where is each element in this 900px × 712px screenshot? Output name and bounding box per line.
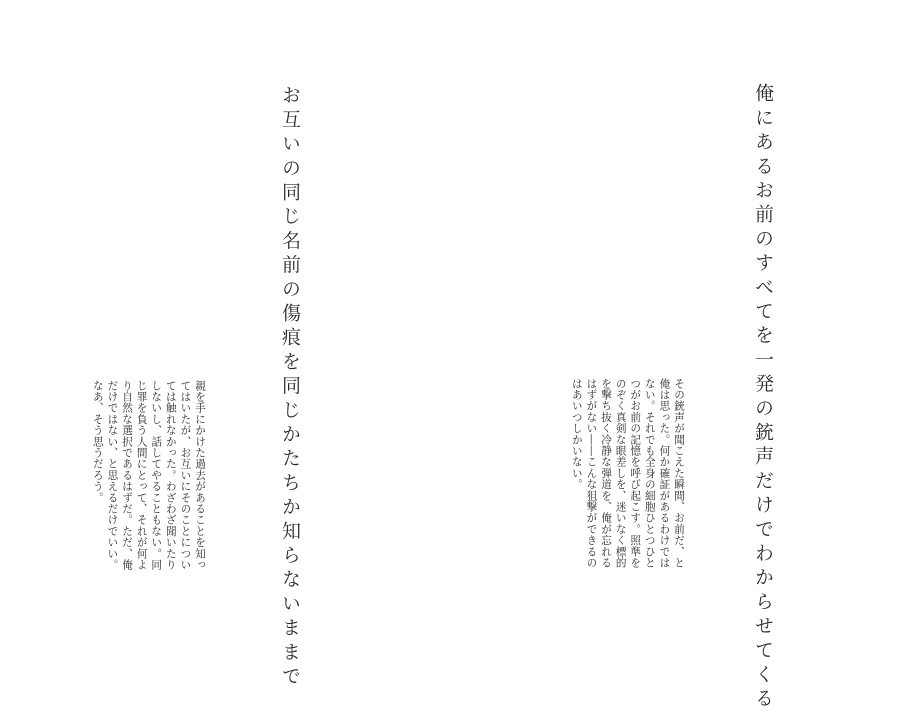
- right-page-body: その銃声が聞こえた瞬間、お前だ、と 俺は思った。何か確証があるわけでは ない。それでも全身の細胞ひとつひと つがお前の記憶を呼び起こす。照準を のぞく真剣な眼差しを、迷いなく標的 を撃ち抜く冷静な弾道を、俺が忘れる はずがない――こんな狙撃ができるの はあいつしかいない。: [570, 378, 685, 569]
- left-page-title: お互いの同じ名前の傷痕を同じかたちか知らないままで: [279, 85, 301, 690]
- right-page-title: 俺にあるお前のすべてを一発の銃声だけでわからせてくる: [752, 83, 774, 712]
- left-page-body: 親を手にかけた過去があることを知っ てはいたが、お互いにそのことについ ては触れなかった。わざわざ聞いたり しないし、話してやることもない。同 じ罪を負う人間にとって、それが何よ り自然な選択であるはずだ。ただ、俺 だけではない、と思えるだけでいい。 なあ、そう思うだろう。: [91, 380, 206, 571]
